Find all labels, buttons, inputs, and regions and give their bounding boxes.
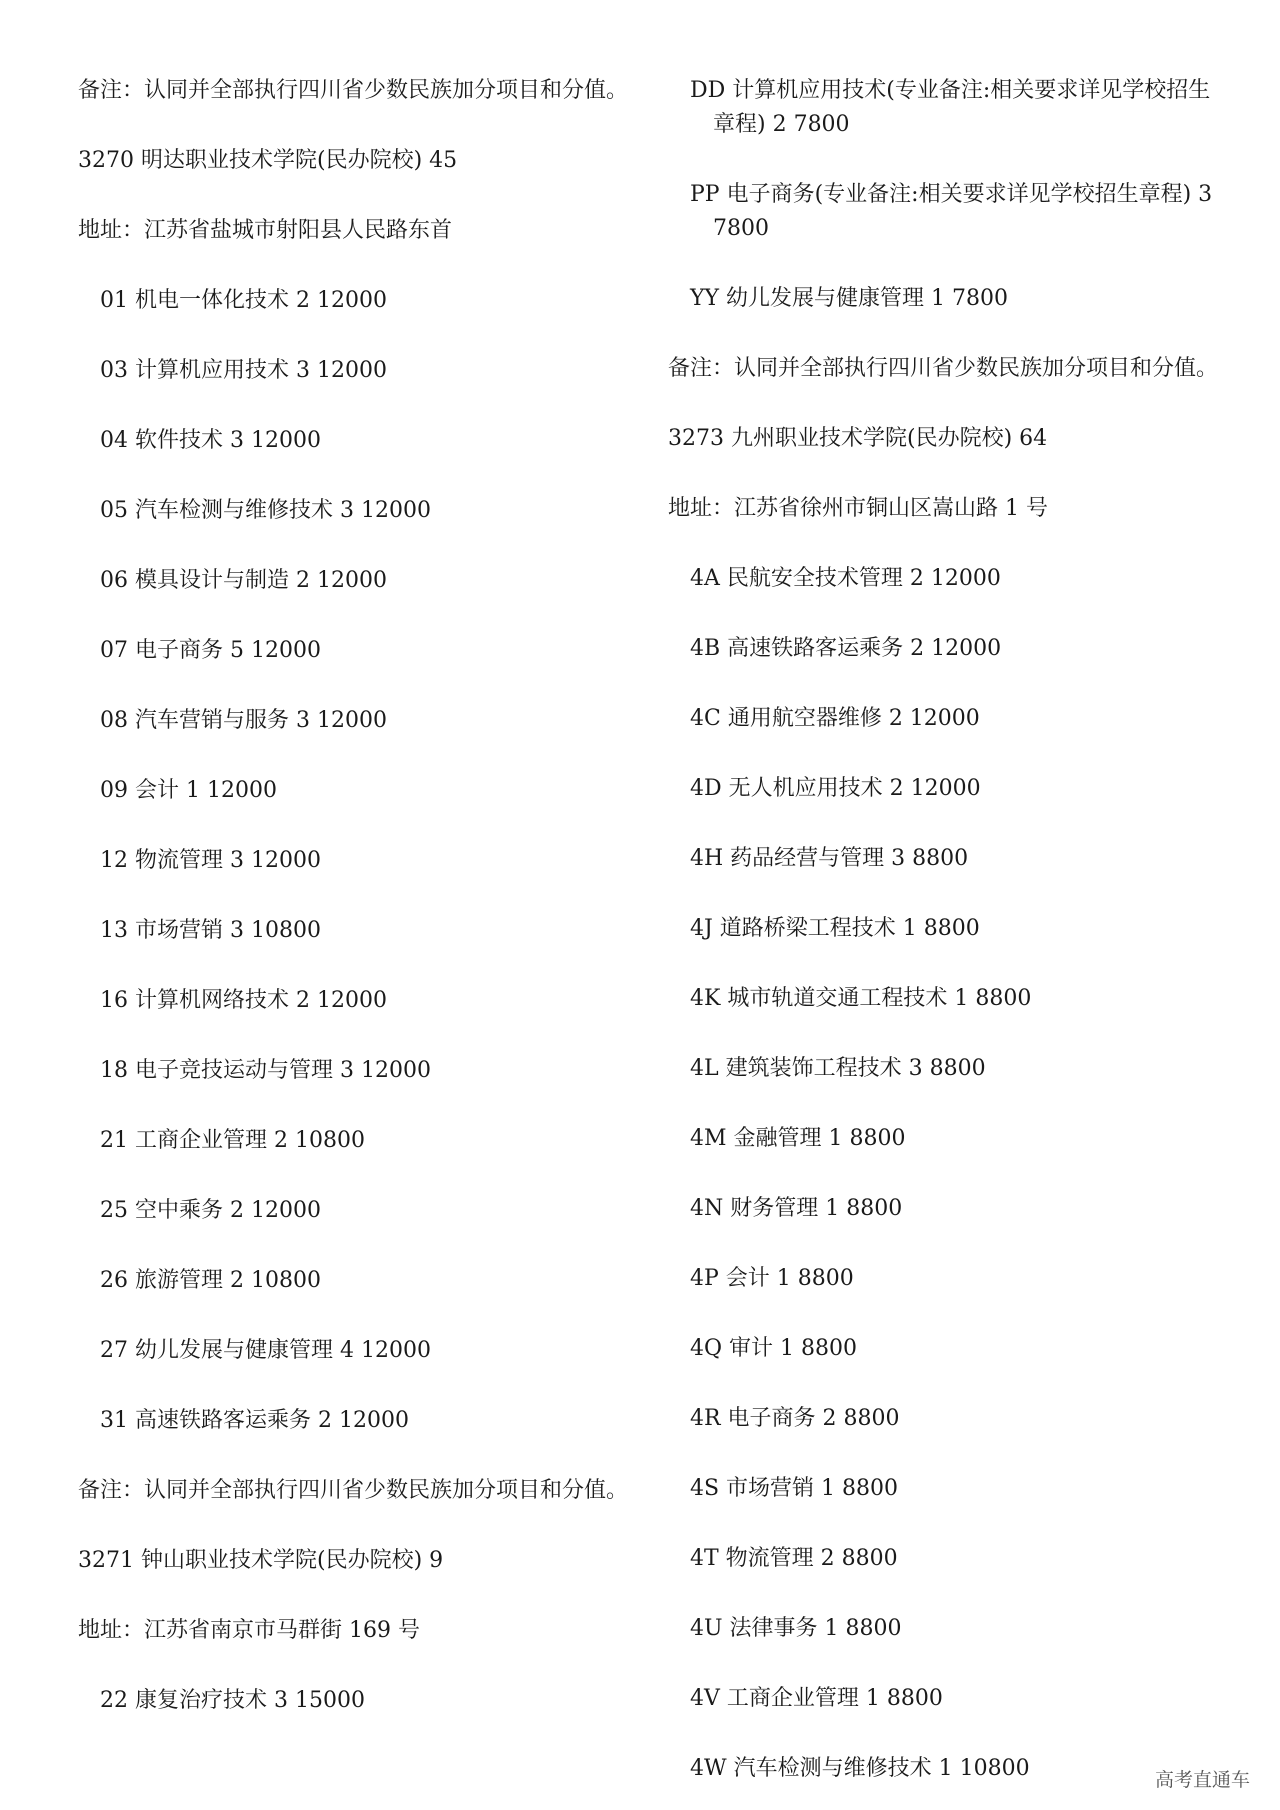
program-entry: 4W 汽车检测与维修技术 1 10800 <box>690 1756 1030 1781</box>
program-entry: 4T 物流管理 2 8800 <box>690 1546 898 1571</box>
left-column <box>78 74 638 1718</box>
program-entry: 4R 电子商务 2 8800 <box>690 1406 900 1431</box>
program-entry: 27 幼儿发展与健康管理 4 12000 <box>100 1338 431 1363</box>
program-entry: 4H 药品经营与管理 3 8800 <box>690 846 969 871</box>
school-heading: 3271 钟山职业技术学院(民办院校) 9 <box>78 1548 444 1573</box>
program-entry: 4C 通用航空器维修 2 12000 <box>690 706 980 731</box>
program-entry: 4V 工商企业管理 1 8800 <box>690 1686 943 1711</box>
program-entry: 31 高速铁路客运乘务 2 12000 <box>100 1408 409 1433</box>
program-entry: 4A 民航安全技术管理 2 12000 <box>690 566 1001 591</box>
program-entry: 4K 城市轨道交通工程技术 1 8800 <box>690 986 1032 1011</box>
school-address: 地址：江苏省盐城市射阳县人民路东首 <box>78 218 453 243</box>
program-entry: 09 会计 1 12000 <box>100 778 277 803</box>
program-entry: 13 市场营销 3 10800 <box>100 918 321 943</box>
remark-note: 备注：认同并全部执行四川省少数民族加分项目和分值。 <box>668 356 1219 381</box>
program-entry: 21 工商企业管理 2 10800 <box>100 1128 365 1153</box>
program-entry: 4P 会计 1 8800 <box>690 1266 854 1291</box>
right-column <box>668 74 1228 1786</box>
school-address: 地址：江苏省南京市马群街 169 号 <box>78 1618 420 1643</box>
remark-note: 备注：认同并全部执行四川省少数民族加分项目和分值。 <box>78 78 629 103</box>
school-heading: 3273 九州职业技术学院(民办院校) 64 <box>668 426 1048 451</box>
remark-note: 备注：认同并全部执行四川省少数民族加分项目和分值。 <box>78 1478 629 1503</box>
program-entry: 25 空中乘务 2 12000 <box>100 1198 321 1223</box>
program-entry: 18 电子竞技运动与管理 3 12000 <box>100 1058 431 1083</box>
program-entry: YY 幼儿发展与健康管理 1 7800 <box>690 286 1009 311</box>
program-entry: 4N 财务管理 1 8800 <box>690 1196 903 1221</box>
program-entry: 4U 法律事务 1 8800 <box>690 1616 902 1641</box>
school-heading: 3270 明达职业技术学院(民办院校) 45 <box>78 148 458 173</box>
program-entry: 01 机电一体化技术 2 12000 <box>100 288 387 313</box>
program-entry: 12 物流管理 3 12000 <box>100 848 321 873</box>
program-entry: DD 计算机应用技术(专业备注:相关要求详见学校招生章程) 2 7800 <box>690 78 1211 137</box>
program-entry: 4J 道路桥梁工程技术 1 8800 <box>690 916 980 941</box>
program-entry: 4D 无人机应用技术 2 12000 <box>690 776 981 801</box>
program-entry: 07 电子商务 5 12000 <box>100 638 321 663</box>
program-entry: 08 汽车营销与服务 3 12000 <box>100 708 387 733</box>
watermark-text: 高考直通车 <box>1154 1769 1250 1791</box>
program-entry: 22 康复治疗技术 3 15000 <box>100 1688 365 1713</box>
program-entry: 03 计算机应用技术 3 12000 <box>100 358 387 383</box>
program-entry: 26 旅游管理 2 10800 <box>100 1268 321 1293</box>
program-entry: 4M 金融管理 1 8800 <box>690 1126 906 1151</box>
program-entry: PP 电子商务(专业备注:相关要求详见学校招生章程) 3 7800 <box>690 182 1213 241</box>
program-entry: 4L 建筑装饰工程技术 3 8800 <box>690 1056 986 1081</box>
program-entry: 4Q 审计 1 8800 <box>690 1336 857 1361</box>
program-entry: 05 汽车检测与维修技术 3 12000 <box>100 498 431 523</box>
program-entry: 04 软件技术 3 12000 <box>100 428 321 453</box>
program-entry: 06 模具设计与制造 2 12000 <box>100 568 387 593</box>
program-entry: 4B 高速铁路客运乘务 2 12000 <box>690 636 1002 661</box>
program-entry: 4S 市场营销 1 8800 <box>690 1476 899 1501</box>
school-address: 地址：江苏省徐州市铜山区嵩山路 1 号 <box>668 496 1048 521</box>
program-entry: 16 计算机网络技术 2 12000 <box>100 988 387 1013</box>
